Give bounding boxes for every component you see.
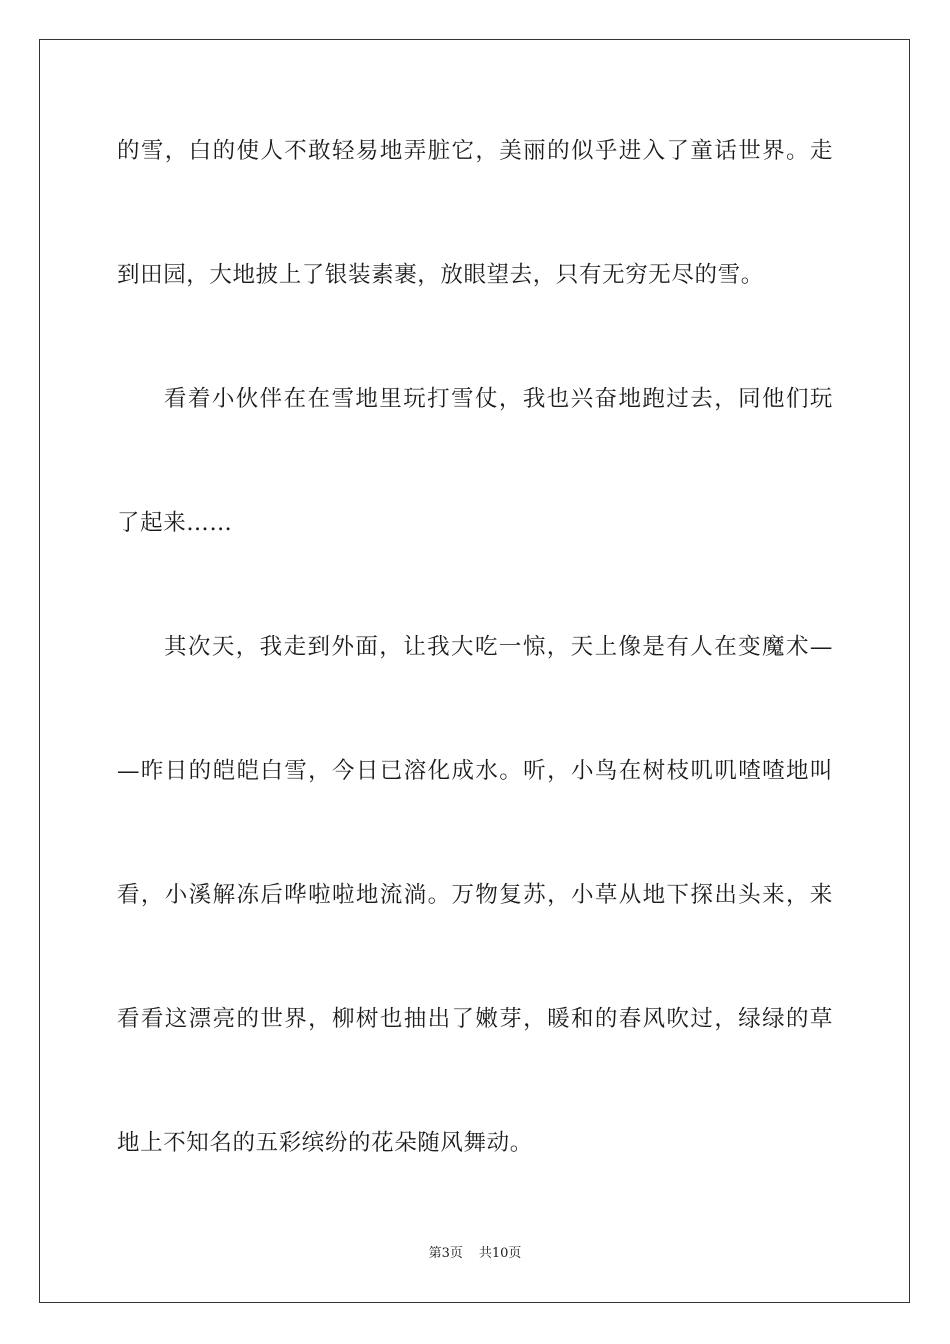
paragraph-line-6: —昨日的皑皑白雪，今日已溶化成水。听，小鸟在树枝叽叽喳喳地叫 [117,758,833,784]
page-frame [39,39,910,1303]
paragraph-line-9: 地上不知名的五彩缤纷的花朵随风舞动。 [117,1130,533,1156]
paragraph-line-4: 了起来…… [117,510,233,536]
paragraph-line-3: 看着小伙伴在在雪地里玩打雪仗，我也兴奋地跑过去，同他们玩 [164,386,833,412]
paragraph-line-8: 看看这漂亮的世界，柳树也抽出了嫩芽，暖和的春风吹过，绿绿的草 [117,1006,833,1032]
paragraph-line-1: 的雪，白的使人不敢轻易地弄脏它，美丽的似乎进入了童话世界。走 [117,138,833,164]
page-footer [0,1244,950,1264]
page-total: 共10页 [478,1246,522,1261]
page-number: 第3页 [428,1246,463,1261]
paragraph-line-7: 看，小溪解冻后哗啦啦地流淌。万物复苏，小草从地下探出头来，来 [117,882,833,908]
paragraph-line-2: 到田园，大地披上了银装素裹，放眼望去，只有无穷无尽的雪。 [117,262,764,288]
paragraph-line-5: 其次天，我走到外面，让我大吃一惊，天上像是有人在变魔术— [164,634,833,660]
